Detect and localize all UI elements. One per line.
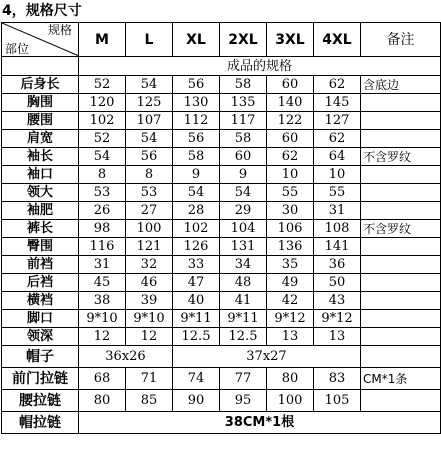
row-label: 领大 bbox=[2, 184, 79, 202]
size-value-cell: 9*11 bbox=[173, 310, 220, 328]
row-label: 臀围 bbox=[2, 238, 79, 256]
note-cell: 含底边 bbox=[361, 76, 441, 94]
note-cell bbox=[361, 184, 441, 202]
size-value-cell: 95 bbox=[220, 390, 267, 412]
size-value-cell: 48 bbox=[220, 274, 267, 292]
size-value-cell: 56 bbox=[173, 76, 220, 94]
size-value-cell: 52 bbox=[79, 76, 126, 94]
size-value-cell: 136 bbox=[267, 238, 314, 256]
row-label: 袖长 bbox=[2, 148, 79, 166]
size-value-cell: 105 bbox=[314, 390, 361, 412]
note-cell bbox=[361, 256, 441, 274]
size-value-cell: 104 bbox=[220, 220, 267, 238]
size-value-cell: 54 bbox=[126, 76, 173, 94]
hat-row bbox=[2, 346, 441, 368]
table-row bbox=[2, 112, 441, 130]
row-label: 横裆 bbox=[2, 292, 79, 310]
note-cell: 不含罗纹 bbox=[361, 148, 441, 166]
size-value-cell: 145 bbox=[314, 94, 361, 112]
hat-size-a: 36x26 bbox=[79, 346, 173, 368]
caption-row bbox=[2, 57, 441, 76]
size-value-cell: 9*10 bbox=[79, 310, 126, 328]
table-row bbox=[2, 292, 441, 310]
size-value-cell: 126 bbox=[173, 238, 220, 256]
size-value-cell: 36 bbox=[314, 256, 361, 274]
size-value-cell: 26 bbox=[79, 202, 126, 220]
table-row bbox=[2, 328, 441, 346]
note-header: 备注 bbox=[361, 23, 441, 57]
size-header-3xl: 3XL bbox=[267, 23, 314, 57]
size-value-cell: 13 bbox=[267, 328, 314, 346]
size-value-cell: 125 bbox=[126, 94, 173, 112]
size-value-cell: 30 bbox=[267, 202, 314, 220]
size-value-cell: 122 bbox=[267, 112, 314, 130]
size-header-2xl: 2XL bbox=[220, 23, 267, 57]
size-value-cell: 102 bbox=[79, 112, 126, 130]
table-row bbox=[2, 274, 441, 292]
size-value-cell: 121 bbox=[126, 238, 173, 256]
size-value-cell: 56 bbox=[126, 148, 173, 166]
size-value-cell: 10 bbox=[267, 166, 314, 184]
size-value-cell: 62 bbox=[267, 148, 314, 166]
row-label: 肩宽 bbox=[2, 130, 79, 148]
size-value-cell: 107 bbox=[126, 112, 173, 130]
table-row bbox=[2, 184, 441, 202]
size-value-cell: 60 bbox=[267, 76, 314, 94]
table-row bbox=[2, 238, 441, 256]
size-value-cell: 47 bbox=[173, 274, 220, 292]
size-value-cell: 116 bbox=[79, 238, 126, 256]
row-label: 腰拉链 bbox=[2, 390, 79, 412]
row-label: 帽拉链 bbox=[2, 412, 79, 434]
table-row bbox=[2, 220, 441, 238]
size-value-cell: 9*12 bbox=[314, 310, 361, 328]
note-cell bbox=[361, 112, 441, 130]
size-value-cell: 31 bbox=[314, 202, 361, 220]
size-value-cell: 85 bbox=[126, 390, 173, 412]
size-value-cell: 9 bbox=[173, 166, 220, 184]
note-cell bbox=[361, 202, 441, 220]
row-label: 前裆 bbox=[2, 256, 79, 274]
row-label: 胸围 bbox=[2, 94, 79, 112]
size-value-cell: 31 bbox=[79, 256, 126, 274]
hat-size-b: 37x27 bbox=[173, 346, 361, 368]
size-value-cell: 108 bbox=[314, 220, 361, 238]
table-row bbox=[2, 310, 441, 328]
size-value-cell: 54 bbox=[126, 130, 173, 148]
table-row bbox=[2, 202, 441, 220]
size-value-cell: 45 bbox=[79, 274, 126, 292]
row-label: 袖口 bbox=[2, 166, 79, 184]
row-label: 脚口 bbox=[2, 310, 79, 328]
size-value-cell: 83 bbox=[314, 368, 361, 390]
size-value-cell: 53 bbox=[79, 184, 126, 202]
size-value-cell: 54 bbox=[173, 184, 220, 202]
row-label: 领深 bbox=[2, 328, 79, 346]
size-spec-table bbox=[1, 22, 441, 434]
size-value-cell: 112 bbox=[173, 112, 220, 130]
size-value-cell: 12 bbox=[126, 328, 173, 346]
note-cell bbox=[361, 328, 441, 346]
size-value-cell: 102 bbox=[173, 220, 220, 238]
size-value-cell: 140 bbox=[267, 94, 314, 112]
size-value-cell: 39 bbox=[126, 292, 173, 310]
header-row bbox=[2, 23, 441, 57]
size-value-cell: 43 bbox=[314, 292, 361, 310]
size-value-cell: 12.5 bbox=[173, 328, 220, 346]
size-value-cell: 28 bbox=[173, 202, 220, 220]
size-value-cell: 41 bbox=[220, 292, 267, 310]
row-label: 帽子 bbox=[2, 346, 79, 368]
table-row bbox=[2, 256, 441, 274]
caption-blank bbox=[2, 57, 79, 76]
size-value-cell: 58 bbox=[220, 76, 267, 94]
size-value-cell: 9 bbox=[220, 166, 267, 184]
hat-zip-row bbox=[2, 412, 441, 434]
table-row bbox=[2, 166, 441, 184]
size-value-cell: 71 bbox=[126, 368, 173, 390]
size-value-cell: 98 bbox=[79, 220, 126, 238]
size-value-cell: 10 bbox=[314, 166, 361, 184]
size-value-cell: 49 bbox=[267, 274, 314, 292]
size-value-cell: 40 bbox=[173, 292, 220, 310]
size-value-cell: 58 bbox=[220, 130, 267, 148]
table-row bbox=[2, 130, 441, 148]
row-label: 腰围 bbox=[2, 112, 79, 130]
table-row bbox=[2, 76, 441, 94]
size-value-cell: 55 bbox=[267, 184, 314, 202]
note-cell bbox=[361, 130, 441, 148]
size-value-cell: 9*11 bbox=[220, 310, 267, 328]
size-value-cell: 34 bbox=[220, 256, 267, 274]
size-value-cell: 32 bbox=[126, 256, 173, 274]
size-value-cell: 53 bbox=[126, 184, 173, 202]
size-value-cell: 77 bbox=[220, 368, 267, 390]
size-value-cell: 62 bbox=[314, 76, 361, 94]
size-header-m: M bbox=[79, 23, 126, 57]
header-spec-label: 规格 bbox=[47, 23, 72, 37]
size-value-cell: 100 bbox=[126, 220, 173, 238]
note-cell bbox=[361, 310, 441, 328]
size-value-cell: 80 bbox=[267, 368, 314, 390]
size-value-cell: 135 bbox=[220, 94, 267, 112]
row-label: 裤长 bbox=[2, 220, 79, 238]
caption-cell: 成品的规格 bbox=[79, 57, 441, 76]
size-value-cell: 130 bbox=[173, 94, 220, 112]
zip-row bbox=[2, 390, 441, 412]
zip-row bbox=[2, 368, 441, 390]
size-value-cell: 56 bbox=[173, 130, 220, 148]
size-value-cell: 8 bbox=[126, 166, 173, 184]
row-label: 后身长 bbox=[2, 76, 79, 94]
header-part-label: 部位 bbox=[5, 42, 30, 56]
size-header-l: L bbox=[126, 23, 173, 57]
table-row bbox=[2, 148, 441, 166]
size-value-cell: 80 bbox=[79, 390, 126, 412]
size-value-cell: 106 bbox=[267, 220, 314, 238]
diagonal-header-cell bbox=[2, 23, 79, 57]
size-value-cell: 54 bbox=[220, 184, 267, 202]
note-cell bbox=[361, 274, 441, 292]
row-label: 前门拉链 bbox=[2, 368, 79, 390]
note-cell bbox=[361, 94, 441, 112]
size-value-cell: 12.5 bbox=[220, 328, 267, 346]
size-value-cell: 60 bbox=[267, 130, 314, 148]
size-value-cell: 74 bbox=[173, 368, 220, 390]
size-value-cell: 55 bbox=[314, 184, 361, 202]
note-cell bbox=[361, 166, 441, 184]
size-value-cell: 58 bbox=[173, 148, 220, 166]
size-value-cell: 38 bbox=[79, 292, 126, 310]
row-label: 后裆 bbox=[2, 274, 79, 292]
note-cell bbox=[361, 346, 441, 368]
size-value-cell: 141 bbox=[314, 238, 361, 256]
hat-zip-value: 38CM*1根 bbox=[79, 412, 441, 434]
size-value-cell: 50 bbox=[314, 274, 361, 292]
size-value-cell: 33 bbox=[173, 256, 220, 274]
size-value-cell: 13 bbox=[314, 328, 361, 346]
size-value-cell: 46 bbox=[126, 274, 173, 292]
note-cell: 不含罗纹 bbox=[361, 220, 441, 238]
size-header-4xl: 4XL bbox=[314, 23, 361, 57]
size-value-cell: 68 bbox=[79, 368, 126, 390]
size-value-cell: 60 bbox=[220, 148, 267, 166]
size-value-cell: 100 bbox=[267, 390, 314, 412]
size-value-cell: 8 bbox=[79, 166, 126, 184]
size-value-cell: 29 bbox=[220, 202, 267, 220]
size-value-cell: 131 bbox=[220, 238, 267, 256]
size-value-cell: 9*12 bbox=[267, 310, 314, 328]
size-value-cell: 64 bbox=[314, 148, 361, 166]
size-value-cell: 54 bbox=[79, 148, 126, 166]
size-value-cell: 120 bbox=[79, 94, 126, 112]
note-cell: CM*1条 bbox=[361, 368, 441, 390]
size-value-cell: 127 bbox=[314, 112, 361, 130]
note-cell bbox=[361, 238, 441, 256]
size-value-cell: 42 bbox=[267, 292, 314, 310]
size-value-cell: 117 bbox=[220, 112, 267, 130]
size-header-xl: XL bbox=[173, 23, 220, 57]
note-cell bbox=[361, 390, 441, 412]
size-value-cell: 52 bbox=[79, 130, 126, 148]
size-value-cell: 62 bbox=[314, 130, 361, 148]
note-cell bbox=[361, 292, 441, 310]
size-value-cell: 35 bbox=[267, 256, 314, 274]
row-label: 袖肥 bbox=[2, 202, 79, 220]
size-value-cell: 9*10 bbox=[126, 310, 173, 328]
table-row bbox=[2, 94, 441, 112]
size-value-cell: 27 bbox=[126, 202, 173, 220]
size-value-cell: 12 bbox=[79, 328, 126, 346]
section-title: 4，规格尺寸 bbox=[2, 3, 82, 19]
size-value-cell: 90 bbox=[173, 390, 220, 412]
